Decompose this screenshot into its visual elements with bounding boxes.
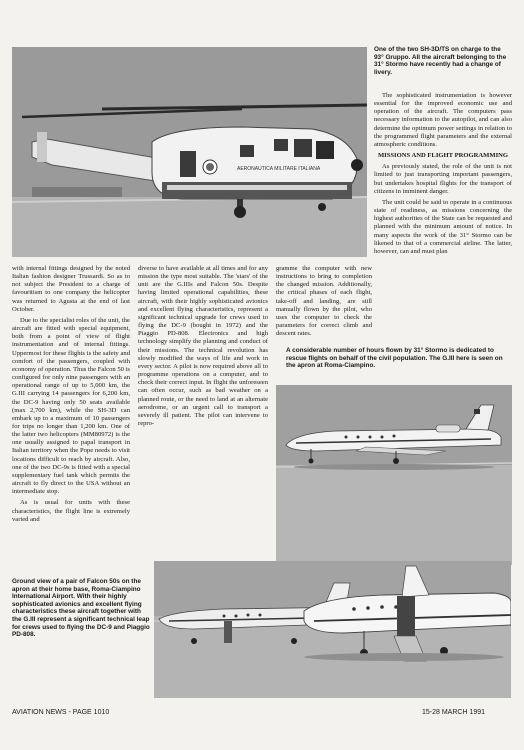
footer-right: 15-28 MARCH 1991 <box>422 709 486 716</box>
paragraph: gramme the computer with new instructions to bring to completion the changed mission. Additionally, the critical phases of each flight, take-off and landing, are still manually flown by the pilot, who uses the computer to check the parameters for correct climb and descent rates. <box>276 265 372 338</box>
paragraph: The sophisticated instrumentation is however essential for the improved economic use and operation of the aircraft. The computers pass necessary information to the autopilot, and can also determine the optimum power settings in relation to the programmed flight parameters and the external atmospheric conditions. <box>374 92 512 148</box>
body-column-1 <box>12 265 130 527</box>
body-column-2 <box>138 265 268 431</box>
paragraph: As is usual for units with these characteristics, the flight line is extremely varied and <box>12 499 130 523</box>
footer-left: AVIATION NEWS - PAGE 1010 <box>12 709 110 716</box>
paragraph: The unit could be said to operate in a continuous state of readiness, as missions concerning the highest authorities of the State can be requested and planned with the minimum amount of notice. In many aspects the work of the 31° Stormo can be likened to that of a commercial airline. The latter, however, can and must plan <box>374 198 512 255</box>
caption-falcon: Ground view of a pair of Falcon 50s on the apron at their home base, Roma-Ciampino International Airport. With their highly sophisticated avionics and excellent flying characteristics these aircraft together with the G.III represent a significant technical leap for crews used to flying the DC-9 and Piaggio PD-808. <box>12 578 150 639</box>
paragraph: diverse to have available at all times and for any mission the type most suitable. The 'stars' of the unit are the G.IIIs and Falcon 50s. Despite having limited operational capabilities, these aircraft, with their highly sophisticated avionics and excellent flying characteristics, represent a significant technical upgrade for crews used to flying the DC-9 (bought in 1972) and the Piaggio PD-808. Electronics and high technology simplify the planning and conduct of their missions. The technical revolution has slowly modified the ways of life and work in every sector. A pilot is now required above all to programme operations on a computer, and to check their correct input. In flight the unforeseen can often occur, such as bad weather on a planned route, or the need to land at an alternate aerodrome, or an urgent call to transport a severely ill patient. The pilot can intervene to repro- <box>138 265 268 427</box>
paragraph: As previously stated, the role of the unit is not limited to just transporting important passengers, but undertakes hospital flights for the transport of citizens in imminent danger. <box>374 163 512 195</box>
caption-g3: A considerable number of hours flown by 31° Stormo is dedicated to rescue flights on behalf of the civil population. The G.III here is seen on the apron at Roma-Ciampino. <box>286 347 503 370</box>
section-heading: MISSIONS AND FLIGHT PROGRAMMING <box>377 152 509 160</box>
helicopter-photo <box>12 47 367 257</box>
paragraph: Due to the specialist roles of the unit, the aircraft are fitted with special equipment, both from a point of view of flight instrumentation and of internal fittings. Uppermost for these flights is the safety and comfort of the passengers, coupled with economy of operation. Thus the Falcon 50 is configured for only nine passengers with an operational range of up to 5,000 km, the G.III carrying 14 passengers for 6,200 km, the DC-9 having only 50 seats available (max 2,700 km), while the SH-3D can embark up to a maximum of 10 passengers for trips no longer than 1,200 km. One of the latter two helicopters (MM80972) is the one usually assigned to papal transport in Italian territory when the Pope needs to visit locations difficult to reach by aircraft. Also, one of the two DC-9s is fitted with a special supplementary fuel tank which permits the aircraft to fly direct to the USA without an intermediate stop. <box>12 316 130 496</box>
paragraph: with internal fittings designed by the noted Italian fashion designer Trussardi. So as to not subject the President to a charge of favouritism to one company the helicopter was returned to Agusta at the end of last October. <box>12 265 130 313</box>
right-column <box>374 92 512 259</box>
caption-sh3d: One of the two SH-3D/TS on charge to the 93° Gruppo. All the aircraft belonging to the 31° Stormo have recently had a change of livery. <box>374 46 507 76</box>
helicopter-marking: AERONAUTICA MILITARE ITALIANA <box>237 166 321 172</box>
g3-photo <box>276 385 512 565</box>
falcon-photo <box>154 561 511 698</box>
body-column-3 <box>276 265 372 341</box>
